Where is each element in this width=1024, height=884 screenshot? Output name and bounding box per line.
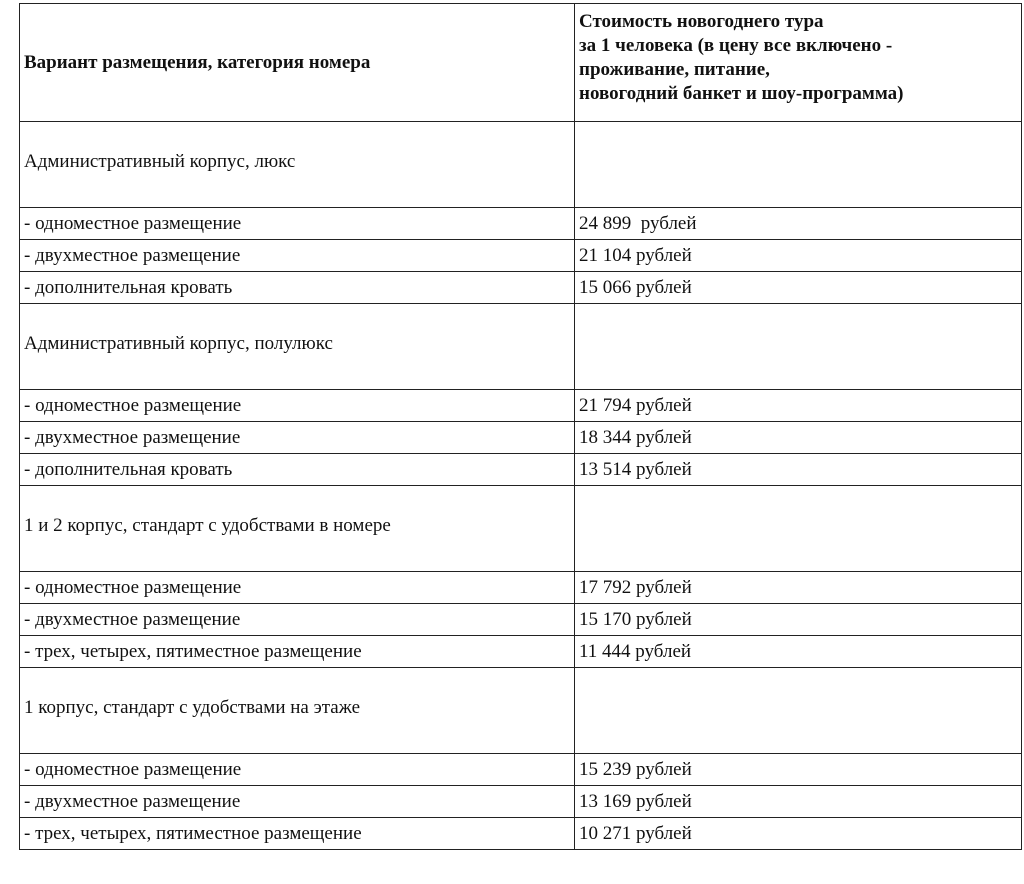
accommodation-option: - одноместное размещение bbox=[20, 390, 575, 422]
accommodation-option: - дополнительная кровать bbox=[20, 454, 575, 486]
tour-price: 15 170 рублей bbox=[575, 604, 1022, 636]
tour-price: 11 444 рублей bbox=[575, 636, 1022, 668]
tour-price: 21 104 рублей bbox=[575, 240, 1022, 272]
table-row bbox=[20, 422, 1022, 454]
table-row bbox=[20, 572, 1022, 604]
group-price-cell-empty bbox=[575, 122, 1022, 208]
tour-price: 24 899 рублей bbox=[575, 208, 1022, 240]
group-row bbox=[20, 122, 1022, 208]
accommodation-option: - дополнительная кровать bbox=[20, 272, 575, 304]
table-row bbox=[20, 454, 1022, 486]
table-row bbox=[20, 818, 1022, 850]
group-title: 1 корпус, стандарт с удобствами на этаже bbox=[24, 696, 361, 718]
group-row bbox=[20, 486, 1022, 572]
tour-price: 10 271 рублей bbox=[575, 818, 1022, 850]
accommodation-option: - одноместное размещение bbox=[20, 572, 575, 604]
tour-price: 15 239 рублей bbox=[575, 754, 1022, 786]
group-row bbox=[20, 304, 1022, 390]
accommodation-option: - одноместное размещение bbox=[20, 754, 575, 786]
group-title: Административный корпус, люкс bbox=[24, 150, 296, 172]
table-row bbox=[20, 754, 1022, 786]
accommodation-option: - трех, четырех, пятиместное размещение bbox=[20, 636, 575, 668]
group-title: 1 и 2 корпус, стандарт с удобствами в номере bbox=[24, 514, 391, 536]
accommodation-option: - одноместное размещение bbox=[20, 208, 575, 240]
group-title: Административный корпус, полулюкс bbox=[24, 332, 333, 354]
accommodation-option: - двухместное размещение bbox=[20, 604, 575, 636]
group-price-cell-empty bbox=[575, 486, 1022, 572]
tour-price: 17 792 рублей bbox=[575, 572, 1022, 604]
group-row bbox=[20, 668, 1022, 754]
price-table-body bbox=[20, 4, 1022, 850]
accommodation-option: - двухместное размещение bbox=[20, 422, 575, 454]
tour-price: 15 066 рублей bbox=[575, 272, 1022, 304]
tour-price: 13 169 рублей bbox=[575, 786, 1022, 818]
group-title-cell bbox=[20, 668, 575, 754]
tour-price: 13 514 рублей bbox=[575, 454, 1022, 486]
header-price-line: новогодний банкет и шоу-программа) bbox=[579, 83, 904, 104]
group-title-cell bbox=[20, 122, 575, 208]
table-row bbox=[20, 786, 1022, 818]
header-price-line: проживание, питание, bbox=[579, 59, 770, 80]
table-row bbox=[20, 604, 1022, 636]
accommodation-option: - двухместное размещение bbox=[20, 240, 575, 272]
group-title-cell bbox=[20, 486, 575, 572]
price-table bbox=[19, 3, 1022, 850]
table-row bbox=[20, 240, 1022, 272]
table-row bbox=[20, 208, 1022, 240]
tour-price: 21 794 рублей bbox=[575, 390, 1022, 422]
header-cell-price bbox=[575, 4, 1022, 122]
table-row bbox=[20, 390, 1022, 422]
header-row bbox=[20, 4, 1022, 122]
table-row bbox=[20, 272, 1022, 304]
header-price-line: Стоимость новогоднего тура bbox=[579, 11, 824, 32]
group-price-cell-empty bbox=[575, 304, 1022, 390]
group-title-cell bbox=[20, 304, 575, 390]
header-cell-category: Вариант размещения, категория номера bbox=[20, 4, 575, 122]
accommodation-option: - трех, четырех, пятиместное размещение bbox=[20, 818, 575, 850]
group-price-cell-empty bbox=[575, 668, 1022, 754]
accommodation-option: - двухместное размещение bbox=[20, 786, 575, 818]
tour-price: 18 344 рублей bbox=[575, 422, 1022, 454]
table-row bbox=[20, 636, 1022, 668]
header-price-line: за 1 человека (в цену все включено - bbox=[579, 35, 893, 56]
